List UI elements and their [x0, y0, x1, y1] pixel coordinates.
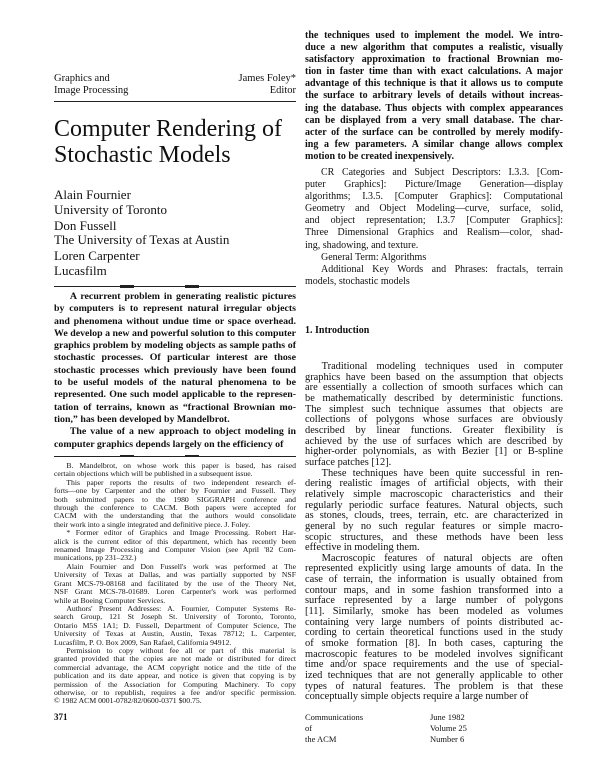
rule-mark: [120, 285, 134, 288]
paragraph: [54, 563, 296, 605]
text-line: time and/or space requirements and the use of special-: [305, 659, 563, 671]
text-line: duce a new algorithm that computes a realistic, visually: [305, 42, 563, 54]
journal-line: of: [305, 723, 313, 733]
title-line: Computer Rendering of: [54, 116, 282, 142]
text-line: Three Dimensional Graphics and Realism—color, shad-: [305, 227, 563, 239]
text-line: commercial advantage, the ACM copyright notice and the title of the: [54, 662, 296, 672]
author-name: Loren Carpenter: [54, 248, 140, 263]
paragraph: [54, 647, 296, 706]
paragraph: [305, 252, 563, 264]
text-line: Alain Fournier and Don Fussell's work was performed at The: [66, 561, 296, 571]
text-line: can be displayed from a very small database. The char-: [305, 114, 563, 126]
text-line: computer graphics depends largely on the efficiency of: [54, 438, 284, 450]
text-line: Lucasfilm, P. O. Box 2009, San Rafael, California 94912.: [54, 637, 232, 647]
paragraph: [305, 362, 563, 469]
text-line: cording to certain theoretical functions used in the study: [305, 627, 563, 639]
section-line: Graphics and: [54, 73, 110, 84]
paragraph: [305, 554, 563, 703]
text-line: General Term: Algorithms: [321, 251, 427, 263]
text-line: Authors' Present Addresses: A. Fournier, Computer Systems Re-: [66, 603, 296, 613]
text-line: motion to be created inexpensively.: [305, 150, 454, 162]
rule-mark: [185, 455, 199, 457]
text-line: puter Graphics]: Picture/Image Generation—display: [305, 179, 563, 191]
text-line: to be useful models of the natural phenomena to be: [54, 377, 296, 389]
text-line: relatively simple macroscopic characteristics and their: [305, 488, 563, 500]
text-line: dering realistic images of artificial objects, with their: [305, 478, 563, 490]
abstract: [54, 291, 296, 451]
text-line: by computers is to represent natural irregular objects: [54, 303, 296, 315]
text-line: containing very large numbers of points distributed ac-: [305, 616, 563, 628]
text-line: collections of polygons whose surfaces are obviously: [305, 414, 563, 426]
abstract-continued: [305, 30, 563, 163]
text-line: ing, shadowing, and texture.: [305, 239, 419, 251]
text-line: University of Texas at Austin, Austin, Texas 78712; L. Carpenter,: [54, 629, 296, 639]
issue-date: June 1982: [430, 712, 465, 722]
journal-line: Communications: [305, 712, 364, 722]
text-line: satisfactory approximation to fractional Brownian mo-: [305, 54, 563, 66]
text-line: This paper reports the results of two independent research ef-: [66, 477, 296, 487]
text-line: represented. One such model applicable to the represen-: [54, 389, 296, 401]
text-line: macroscopic features to be modeled involves significant: [305, 648, 563, 660]
text-line: stochastic processes. Of particular interest are those: [54, 352, 296, 364]
paragraph: [305, 469, 563, 554]
text-line: higher-order polynomials, as with Bezier [1] or B-spline: [305, 446, 563, 458]
text-line: otherwise, or to republish, requires a fee and/or specific permission.: [54, 687, 296, 697]
text-line: be mathematically described by deterministic functions.: [305, 392, 563, 404]
text-line: algorithms; I.3.5. [Computer Graphics]: Computational: [305, 191, 563, 203]
text-line: publication and its date appear, and notice is given that copying is by: [54, 671, 296, 681]
text-line: case of terrain, the information is usually obtained from: [305, 574, 563, 586]
text-line: described by linear functions. Greater flexibility is: [305, 424, 563, 436]
text-line: tion,” has been developed by Mandelbrot.: [54, 413, 230, 425]
journal-name: [305, 712, 363, 745]
text-line: advantage of this technique is that it allows us to compute: [305, 78, 563, 90]
text-line: regularly periodic surface features. Natural objects, such: [305, 499, 563, 511]
text-line: types of natural features. The problem is that these: [305, 680, 563, 692]
text-line: NSF Grant MCS-78-01689. Loren Carpenter's work was performed: [54, 587, 296, 597]
text-line: both submitted papers to the 1980 SIGGRAPH conference and: [54, 494, 296, 504]
paragraph: [305, 167, 563, 252]
author-affiliation: The University of Texas at Austin: [54, 232, 230, 247]
text-line: effective in modeling them.: [305, 542, 420, 554]
text-line: Permission to copy without fee all or part of this material is: [66, 645, 296, 655]
issue-number: Number 6: [430, 734, 465, 744]
text-line: Macroscopic features of natural objects are often: [321, 552, 563, 564]
text-line: CACM with the understanding that the authors would consolidate: [54, 511, 296, 521]
text-line: permission of the Association for Computing Machinery. To copy: [54, 679, 296, 689]
text-line: These techniques have been quite successful in ren-: [321, 467, 563, 479]
rule-mark: [185, 285, 199, 288]
text-line: search Group, 121 St Joseph St. University of Toronto, Toronto,: [54, 612, 296, 622]
section-label: [54, 73, 214, 97]
rule-mark: [120, 455, 134, 457]
author-name: Alain Fournier: [54, 187, 131, 202]
text-line: scopic structures, and these methods have been less: [305, 531, 563, 543]
paragraph: [305, 264, 563, 288]
paragraph: [54, 291, 296, 426]
text-line: Additional Key Words and Phrases: fractals, terrain: [321, 263, 563, 275]
paragraph: [54, 529, 296, 563]
text-line: Traditional modeling techniques used in computer: [321, 361, 563, 372]
author-affiliation: University of Toronto: [54, 201, 167, 217]
text-line: models, stochastic models: [305, 275, 410, 287]
text-line: their work into a single integrated and definitive piece. J. Foley.: [54, 519, 251, 529]
text-line: University of Texas at Dallas, and was partially supported by NSF: [54, 570, 296, 580]
text-line: while at Boeing Computer Services.: [54, 595, 166, 605]
text-line: ing a few parameters. A similar change allows complex: [305, 138, 563, 150]
text-line: contour maps, and in some fashion transformed into a: [305, 584, 563, 596]
text-line: Grant MCS-79-08168 and facilitated by the use of the Theory Net,: [54, 578, 296, 588]
editor-role: Editor: [269, 85, 296, 96]
footnotes: [54, 462, 296, 706]
text-line: Ontario M5S 1A1; D. Fussell, Department of Computer Science, The: [54, 620, 296, 630]
header-rule: [54, 101, 296, 102]
text-line: We develop a new and powerful solution to this computer: [54, 327, 296, 339]
text-line: and phenomena without undue time or space overhead.: [54, 315, 296, 327]
paragraph: [305, 30, 563, 163]
author-name: Don Fussell: [54, 217, 117, 233]
text-line: the techniques used to implement the model. We intro-: [305, 30, 563, 41]
text-line: achieved by the use of surfaces which are described by: [305, 435, 563, 447]
text-line: acter of the surface can be controlled by merely modify-: [305, 126, 563, 138]
issue-info: [430, 712, 467, 745]
text-line: conceptually simple objects require a large number of: [305, 691, 529, 703]
text-line: CR Categories and Subject Descriptors: I.3.3. [Com-: [321, 167, 563, 178]
text-line: B. Mandelbrot, on whose work this paper is based, has raised: [66, 461, 296, 470]
paragraph: [54, 605, 296, 647]
paragraph: [54, 426, 296, 451]
text-line: The value of a new approach to object modeling in: [69, 426, 296, 438]
paragraph: [54, 479, 296, 529]
text-line: of smoke formation [8]. In both cases, capturing the: [305, 638, 563, 650]
text-line: surface represented by a large number of polygons: [305, 595, 563, 607]
text-line: through the conference to CACM. Both papers were accepted for: [54, 503, 296, 513]
cr-categories: [305, 167, 563, 288]
introduction-body: [305, 362, 563, 703]
text-line: Geometry and Object Modeling—curve, surface, solid,: [305, 203, 563, 215]
section-line: Image Processing: [54, 85, 129, 96]
text-line: ized techniques that are not generally applicable to other: [305, 670, 563, 682]
text-line: the surface to arbitrary levels of details without increas-: [305, 90, 563, 102]
text-line: renamed Image Processing and Computer Vision (see April '82 Com-: [54, 545, 296, 555]
paragraph: [54, 462, 296, 479]
abstract-rule: [54, 286, 296, 287]
text-line: © 1982 ACM 0001-0782/82/0600-0371 $00.75.: [54, 696, 202, 706]
text-line: tation of terrains, known as “fractional Brownian mo-: [54, 401, 296, 413]
text-line: are essentially a collection of smooth surfaces which can: [305, 382, 563, 394]
text-line: munications, pp 231–232.): [54, 553, 137, 563]
text-line: The simplest such technique assumes that objects are: [305, 403, 563, 415]
text-line: surface patches [12].: [305, 456, 392, 468]
text-line: * Former editor of Graphics and Image Processing. Robert Har-: [66, 528, 296, 538]
journal-line: the ACM: [305, 734, 337, 744]
text-line: stochastic processes which previously have been found: [54, 364, 296, 376]
text-line: graphics problem by modeling objects as sample paths of: [54, 340, 296, 352]
text-line: [11]. Similarly, smoke has been modeled as volumes: [305, 606, 563, 618]
paper-title: [54, 116, 314, 168]
editor-name: James Foley*: [238, 73, 296, 84]
text-line: ing the database. Thus objects with complex appearances: [305, 102, 563, 114]
text-line: represented explicitly using large amounts of data. In the: [305, 563, 563, 575]
text-line: granted provided that the copies are not made or distributed for direct: [54, 654, 296, 664]
text-line: certain objections which will be published in a subsequent issue.: [54, 469, 253, 479]
text-line: tion in faster time than with exact calculations. A major: [305, 66, 563, 78]
author-list: [54, 188, 314, 280]
text-line: general by no such regular features or simple macro-: [305, 520, 563, 532]
section-heading-introduction: 1. Introduction: [305, 325, 370, 336]
text-line: as stones, clouds, trees, terrain, etc. are characterized in: [305, 510, 563, 522]
title-line: Stochastic Models: [54, 142, 231, 168]
editor-label: [210, 73, 296, 97]
text-line: forts—one by Carpenter and the other by Fournier and Fussell. They: [54, 486, 296, 496]
issue-volume: Volume 25: [430, 723, 467, 733]
page-number: 371: [54, 712, 68, 722]
author-affiliation: Lucasfilm: [54, 262, 107, 278]
text-line: graphics have been based on the assumption that objects: [305, 371, 563, 383]
footnote-rule: [54, 456, 296, 457]
text-line: A recurrent problem in generating realistic pictures: [69, 291, 296, 302]
text-line: alick is the current editor of this department, which has recently been: [54, 536, 296, 546]
text-line: and object representation; I.3.7 [Computer Graphics]:: [305, 215, 563, 227]
